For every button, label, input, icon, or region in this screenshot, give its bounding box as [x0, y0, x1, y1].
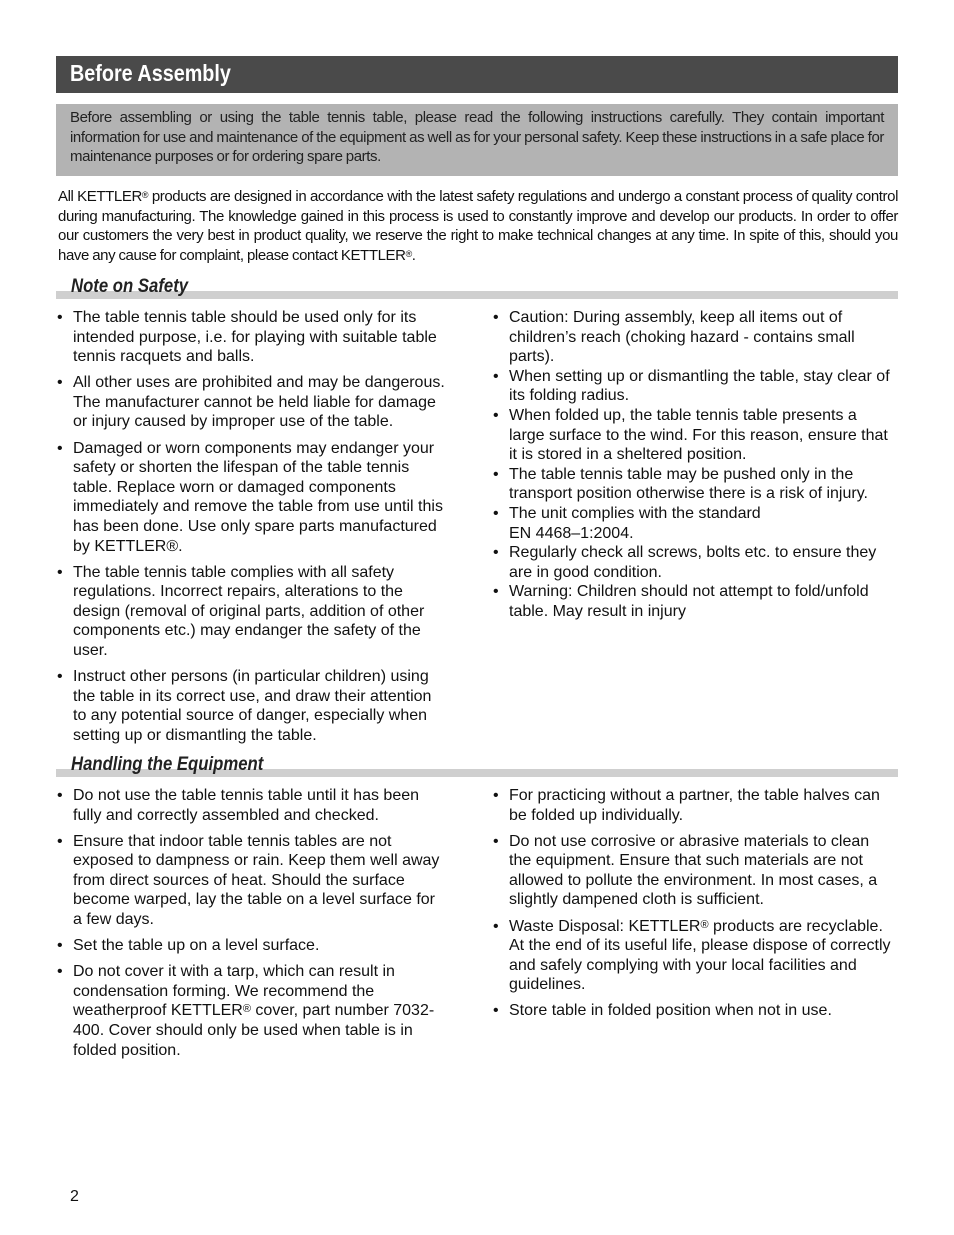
list-item: • Instruct other persons (in particular children) using the table in its correct use, and draw their attention to any potential source of danger, especially when setting up or dismantling the table.	[57, 667, 447, 745]
list-item-text: The unit complies with the standard	[509, 504, 761, 522]
list-item: • The table tennis table should be used only for its intended purpose, i.e. for playing with suitable table tennis racquets and balls.	[57, 308, 447, 367]
list-item: • Do not use corrosive or abrasive materials to clean the equipment. Ensure that such materials are not allowed to pollute the environment. In most cases, a slightly dampened cloth is sufficient.	[493, 832, 893, 910]
safety-right-column	[493, 308, 893, 622]
section-header-handling	[56, 753, 898, 777]
list-item: • The table tennis table may be pushed only in the transport position otherwise there is a risk of injury.	[493, 465, 893, 504]
handling-right-column	[493, 786, 893, 1028]
list-item: • Set the table up on a level surface.	[57, 936, 447, 956]
registered-mark: ®	[242, 1003, 251, 1016]
list-item-text: Damaged or worn components may endanger your safety or shorten the lifespan of the table tennis table. Replace worn or damaged components immediately and remove the table from use until this has been done. Use only spare parts manufactured by KETTLER	[73, 439, 443, 555]
list-item: • The table tennis table complies with all safety regulations. Incorrect repairs, alterations to the design (removal of original parts, addition of other components etc.) may endanger the safety of the user.	[57, 563, 447, 661]
list-item-text: products are recyclable. At the end of its useful life, please dispose of correctly and safely complying with your local facilities and guidelines.	[509, 917, 891, 994]
list-item: • All other uses are prohibited and may be dangerous. The manufacturer cannot be held liable for damage or injury caused by improper use of the table.	[57, 373, 447, 432]
list-item: • Regularly check all screws, bolts etc. to ensure they are in good condition.	[493, 543, 893, 582]
list-item: • Store table in folded position when not in use.	[493, 1001, 893, 1021]
intro-box	[56, 104, 898, 176]
standard-number: EN 4468–1:2004.	[509, 524, 634, 542]
list-item	[493, 504, 893, 543]
title-bar	[56, 56, 898, 93]
list-item	[493, 917, 893, 995]
registered-mark: ®	[700, 918, 709, 931]
list-item	[57, 439, 447, 557]
handling-left-column	[57, 786, 447, 1067]
paragraph-text-1: All KETTLER	[58, 188, 142, 205]
section-header-safety	[56, 275, 898, 299]
registered-mark: ®	[166, 537, 179, 555]
kettler-paragraph	[58, 187, 898, 265]
registered-mark: ®	[405, 248, 412, 259]
page-title: Before Assembly	[70, 60, 231, 86]
list-item-text: cover, part number 7032-400. Cover should only be used when table is in folded position.	[73, 1002, 435, 1059]
list-item-text: Waste Disposal: KETTLER	[509, 917, 701, 935]
list-item: • Warning: Children should not attempt to fold/unfold table. May result in injury	[493, 582, 893, 621]
list-item: • Ensure that indoor table tennis tables are not exposed to dampness or rain. Keep them well away from direct sources of heat. Should the surface become warped, lay the table on a level surface for a few days.	[57, 832, 447, 930]
list-item: • Caution: During assembly, keep all items out of children’s reach (choking hazard - contains small parts).	[493, 308, 893, 367]
list-item-text: Do not cover it with a tarp, which can result in condensation forming. We recommend the weatherproof KETTLER	[73, 963, 395, 1020]
list-item: • When folded up, the table tennis table presents a large surface to the wind. For this reason, ensure that it is stored in a sheltered position.	[493, 406, 893, 465]
registered-mark: ®	[141, 190, 149, 200]
list-item: • Do not use the table tennis table until it has been fully and correctly assembled and checked.	[57, 786, 447, 825]
list-item: • For practicing without a partner, the table halves can be folded up individually.	[493, 786, 893, 825]
list-item: • When setting up or dismantling the table, stay clear of its folding radius.	[493, 367, 893, 406]
page-number: 2	[70, 1188, 79, 1205]
section-title-safety: Note on Safety	[71, 276, 189, 297]
safety-left-column	[57, 308, 447, 752]
intro-text: Before assembling or using the table tennis table, please read the following instructions carefully. They contain important information for use and maintenance of the equipment as well as for your personal safety. Keep these instructions in a safe place for maintenance purposes or for ordering spare parts.	[70, 109, 884, 165]
list-item	[57, 962, 447, 1060]
paragraph-period: .	[411, 246, 416, 264]
paragraph-text-2: products are designed in accordance with the latest safety regulations and undergo a constant process of quality control during manufacturing. The knowledge gained in this process is used to constantly improve and develop our products. In order to offer our customers the very best in product quality, we reserve the right to make technical changes at any time. In spite of this, should you have any cause for complaint, please contact KETTLER	[58, 188, 898, 264]
list-item-period: .	[178, 537, 183, 555]
section-title-handling: Handling the Equipment	[71, 754, 264, 775]
